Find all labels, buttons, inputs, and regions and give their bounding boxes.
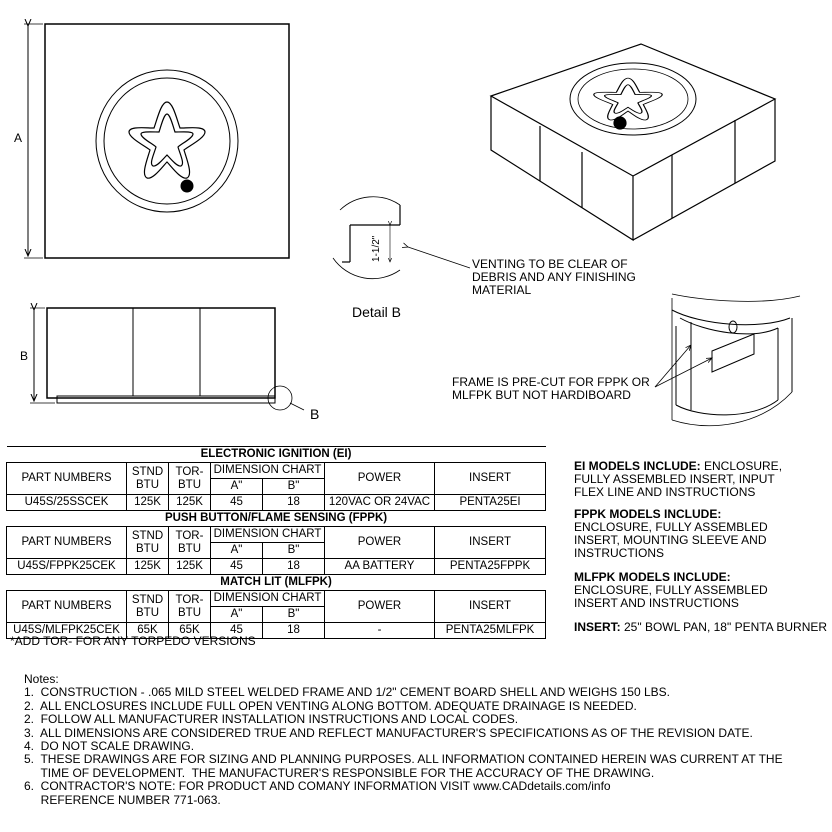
column-header: DIMENSION CHART <box>211 591 325 607</box>
column-header: PART NUMBERS <box>7 527 127 559</box>
column-header-row <box>7 463 546 479</box>
fppk-includes <box>574 508 768 560</box>
column-header: INSERT <box>435 463 546 495</box>
note-line: 2. FOLLOW ALL MANUFACTURER INSTALLATION INSTRUCTIONS AND LOCAL CODES. <box>24 712 519 727</box>
table-cell-insert: PENTA25MLFPK <box>435 623 546 639</box>
column-header: STND BTU <box>127 463 169 495</box>
table-cell-b: 18 <box>263 559 325 575</box>
table-cell-insert: PENTA25EI <box>435 495 546 511</box>
column-header: TOR- BTU <box>169 591 211 623</box>
note-line: 5. THESE DRAWINGS ARE FOR SIZING AND PLANNING PURPOSES. ALL INFORMATION CONTAINED HEREIN WAS CURRENT AT THE <box>24 752 783 767</box>
table-footnote: *ADD TOR- FOR ANY TORPEDO VERSIONS <box>10 634 256 648</box>
insert-text: 25" BOWL PAN, 18" PENTA BURNER <box>620 620 828 634</box>
table-cell-part: U45S/FPPK25CEK <box>7 559 127 575</box>
note-line: 3. ALL DIMENSIONS ARE CONSIDERED TRUE AND REFLECT MANUFACTURER'S SPECIFICATIONS AS OF THE REVISION DATE. <box>24 725 753 740</box>
column-header: B" <box>263 479 325 495</box>
notes-title: Notes: <box>24 672 59 686</box>
column-header: A" <box>211 543 263 559</box>
column-header: DIMENSION CHART <box>211 463 325 479</box>
insert-heading: INSERT: <box>574 620 621 634</box>
ei-includes <box>574 460 782 499</box>
table-cell-tor: 125K <box>169 495 211 511</box>
table-cell-tor: 65K <box>169 623 211 639</box>
insert-includes <box>574 621 827 634</box>
table-cell-power: - <box>325 623 435 639</box>
note-line: 1. CONSTRUCTION - .065 MILD STEEL WELDED FRAME AND 1/2" CEMENT BOARD SHELL AND WEIGHS 150 LBS. <box>24 685 670 700</box>
frame-detail <box>655 294 800 426</box>
column-header: POWER <box>325 527 435 559</box>
table-row <box>7 495 546 511</box>
table-cell-stnd: 125K <box>127 559 169 575</box>
column-header: INSERT <box>435 527 546 559</box>
column-header: TOR- BTU <box>169 527 211 559</box>
table-cell-a: 45 <box>211 495 263 511</box>
venting-note: VENTING TO BE CLEAR OF DEBRIS AND ANY FINISHING MATERIAL <box>472 257 636 297</box>
mlfpk-includes-text: ENCLOSURE, FULLY ASSEMBLED INSERT AND INSTRUCTIONS <box>574 583 768 610</box>
column-header-row <box>7 527 546 543</box>
dimension-b-label: B <box>20 349 29 363</box>
section-title-row <box>7 575 546 591</box>
top-view <box>45 24 289 258</box>
top-view-outline <box>45 24 289 258</box>
ei-includes-heading: EI MODELS INCLUDE: <box>574 459 701 473</box>
table-cell-tor: 125K <box>169 559 211 575</box>
note-line: 6. CONTRACTOR'S NOTE: FOR PRODUCT AND COMANY INFORMATION VISIT www.CADdetails.com/info <box>24 779 611 794</box>
dimension-a-label: A <box>14 131 23 145</box>
dimension-a <box>24 24 43 258</box>
dimension-b <box>30 308 55 403</box>
table-cell-insert: PENTA25FPPK <box>435 559 546 575</box>
note-line: TIME OF DEVELOPMENT. THE MANUFACTURER'S RESPONSIBLE FOR THE ACCURACY OF THE DRAWING. <box>24 765 655 780</box>
detail-b <box>333 197 470 279</box>
table-cell-b: 18 <box>263 495 325 511</box>
bowl-outer-ring <box>96 70 238 212</box>
column-header: POWER <box>325 463 435 495</box>
column-header: B" <box>263 607 325 623</box>
column-header: STND BTU <box>127 591 169 623</box>
note-line: REFERENCE NUMBER 771-063. <box>24 792 221 807</box>
table-row <box>7 559 546 575</box>
section-title: MATCH LIT (MLFPK) <box>7 575 546 591</box>
table-cell-part: U45S/25SSCEK <box>7 495 127 511</box>
detail-b-title: Detail B <box>352 304 402 320</box>
note-line: 4. DO NOT SCALE DRAWING. <box>24 739 195 754</box>
column-header: TOR- BTU <box>169 463 211 495</box>
penta-burner <box>129 102 205 178</box>
table-cell-a: 45 <box>211 559 263 575</box>
side-view <box>47 308 304 410</box>
section-title-row <box>7 511 546 527</box>
burner-inlet <box>181 180 193 192</box>
fppk-includes-text: ENCLOSURE, FULLY ASSEMBLED INSERT, MOUNTING SLEEVE AND INSTRUCTIONS <box>574 520 768 560</box>
table-cell-part: U45S/MLFPK25CEK <box>7 623 127 639</box>
column-header: A" <box>211 607 263 623</box>
section-title: PUSH BUTTON/FLAME SENSING (FPPK) <box>7 511 546 527</box>
fppk-includes-heading: FPPK MODELS INCLUDE: <box>574 507 722 521</box>
frame-note: FRAME IS PRE-CUT FOR FPPK OR MLFPK BUT NOT HARDIBOARD <box>452 375 650 402</box>
column-header: DIMENSION CHART <box>211 527 325 543</box>
notes-block <box>24 673 783 807</box>
side-view-base <box>57 396 275 403</box>
table-cell-stnd: 125K <box>127 495 169 511</box>
column-header-row <box>7 591 546 607</box>
detail-marker-label: B <box>310 406 320 422</box>
column-header: STND BTU <box>127 527 169 559</box>
mlfpk-includes-heading: MLFPK MODELS INCLUDE: <box>574 570 731 584</box>
column-header: A" <box>211 479 263 495</box>
iso-view <box>491 44 775 240</box>
spec-table <box>6 446 546 639</box>
column-header: PART NUMBERS <box>7 591 127 623</box>
table-cell-power: 120VAC OR 24VAC <box>325 495 435 511</box>
table-cell-stnd: 65K <box>127 623 169 639</box>
section-title: ELECTRONIC IGNITION (EI) <box>7 447 546 463</box>
table-cell-b: 18 <box>263 623 325 639</box>
column-header: INSERT <box>435 591 546 623</box>
mlfpk-includes <box>574 571 768 610</box>
detail-b-dimension: 1-1/2" <box>371 235 382 262</box>
table-cell-a: 45 <box>211 623 263 639</box>
section-title-row <box>7 447 546 463</box>
bowl-inner-ring <box>104 78 230 204</box>
column-header: POWER <box>325 591 435 623</box>
side-view-outline <box>47 308 275 398</box>
table-cell-power: AA BATTERY <box>325 559 435 575</box>
column-header: PART NUMBERS <box>7 463 127 495</box>
note-line: 2. ALL ENCLOSURES INCLUDE FULL OPEN VENTING ALONG BOTTOM. ADEQUATE DRAINAGE IS NEEDED. <box>24 698 637 713</box>
column-header: B" <box>263 543 325 559</box>
ei-includes-text: ENCLOSURE, FULLY ASSEMBLED INSERT, INPUT FLEX LINE AND INSTRUCTIONS <box>574 459 783 499</box>
